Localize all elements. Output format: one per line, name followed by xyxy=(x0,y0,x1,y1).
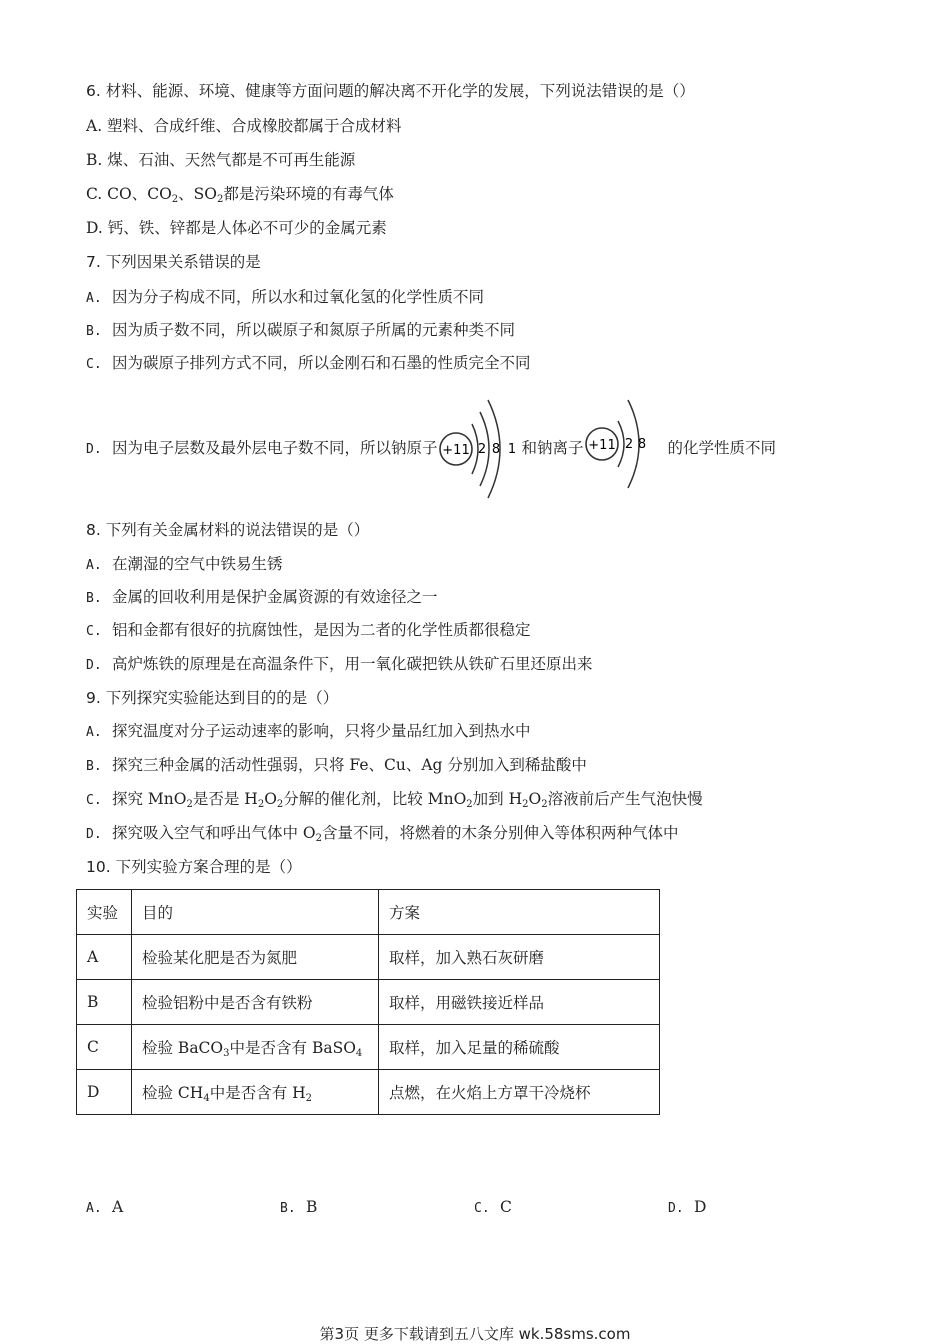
row-c-purpose-sub2: 4 xyxy=(355,1048,363,1059)
q6-stem xyxy=(86,81,695,101)
q10-answer-b-label: B. xyxy=(280,1201,296,1216)
table-row xyxy=(77,980,660,1025)
q10-answer-a-value: A xyxy=(112,1198,124,1216)
q7-c-text: 因为碳原子排列方式不同，所以金刚石和石墨的性质完全不同 xyxy=(112,354,531,372)
sodium-atom-shell-1-electrons: 2 xyxy=(477,442,486,457)
q10-answer-b-value: B xyxy=(306,1198,318,1216)
q9-d-part2: 含量不同，将燃着的木条分别伸入等体积两种气体中 xyxy=(322,824,679,842)
q8-a-label: A. xyxy=(86,558,102,573)
row-a-experiment: A xyxy=(77,935,132,980)
row-d-purpose-part2: 中是否含有 H xyxy=(209,1084,306,1102)
q8-option-b xyxy=(86,587,438,609)
q6-stem-text: 材料、能源、环境、健康等方面问题的解决离不开化学的发展，下列说法错误的是（） xyxy=(105,82,695,100)
sodium-atom-shell-3-electrons: 1 xyxy=(507,442,516,457)
sodium-ion-shell-1 xyxy=(618,421,624,467)
q7-stem xyxy=(86,252,261,272)
q8-c-text: 铝和金都有很好的抗腐蚀性，是因为二者的化学性质都很稳定 xyxy=(112,621,531,639)
q6-c-post: 都是污染环境的有毒气体 xyxy=(223,185,394,203)
q7-a-label: A. xyxy=(86,291,102,306)
q9-b-label: B. xyxy=(86,759,102,774)
q9-c-part4: 分解的催化剂，比较 MnO xyxy=(283,790,467,808)
row-d-experiment: D xyxy=(77,1070,132,1115)
row-c-purpose xyxy=(132,1025,379,1070)
sodium-ion-diagram xyxy=(584,394,656,504)
q9-stem xyxy=(86,688,338,708)
q10-stem-text: 下列实验方案合理的是（） xyxy=(115,858,302,876)
q8-c-label: C. xyxy=(86,624,102,639)
q9-c-sub4: 2 xyxy=(466,799,473,810)
q7-option-c xyxy=(86,353,531,375)
q9-number: 9. xyxy=(86,689,101,707)
q7-d-post: 的化学性质不同 xyxy=(667,439,777,457)
table-row xyxy=(77,1070,660,1115)
sodium-atom-diagram xyxy=(438,394,522,504)
q7-option-a xyxy=(86,287,484,309)
sodium-atom-nucleus-charge: +11 xyxy=(441,443,470,458)
q6-option-a: A. 塑料、合成纤维、合成橡胶都属于合成材料 xyxy=(86,117,402,135)
q10-answer-b xyxy=(280,1198,317,1216)
row-a-plan: 取样，加入熟石灰研磨 xyxy=(379,935,660,980)
sodium-atom-shell-2-electrons: 8 xyxy=(491,442,500,457)
q10-answer-a-label: A. xyxy=(86,1201,102,1216)
q7-option-d xyxy=(86,393,776,503)
q8-option-c xyxy=(86,620,531,642)
q10-answer-c xyxy=(474,1198,512,1216)
q10-stem xyxy=(86,857,302,877)
q8-stem xyxy=(86,520,369,540)
q9-option-d xyxy=(86,823,679,845)
q6-c-sub2: 2 xyxy=(217,194,224,205)
q9-c-sub1: 2 xyxy=(186,799,193,810)
row-a-purpose: 检验某化肥是否为氮肥 xyxy=(132,935,379,980)
q8-option-d xyxy=(86,654,593,676)
q9-b-text: 探究三种金属的活动性强弱，只将 Fe、Cu、Ag 分别加入到稀盐酸中 xyxy=(112,756,587,774)
q7-a-text: 因为分子构成不同，所以水和过氧化氢的化学性质不同 xyxy=(112,288,485,306)
q9-a-text: 探究温度对分子运动速率的影响，只将少量品红加入到热水中 xyxy=(112,722,531,740)
q9-c-sub5: 2 xyxy=(522,799,529,810)
q9-c-part5: 加到 H xyxy=(472,790,523,808)
q8-a-text: 在潮湿的空气中铁易生锈 xyxy=(112,555,283,573)
q8-d-text: 高炉炼铁的原理是在高温条件下，用一氧化碳把铁从铁矿石里还原出来 xyxy=(112,655,593,673)
q6-option-d: D. 钙、铁、锌都是人体必不可少的金属元素 xyxy=(86,219,387,237)
page-footer: 第3页 更多下载请到五八文库 wk.58sms.com xyxy=(319,1325,631,1343)
q9-c-part7: 溶液前后产生气泡快慢 xyxy=(547,790,703,808)
q10-answer-a xyxy=(86,1198,123,1216)
q9-c-part6: O xyxy=(528,790,542,808)
q9-a-label: A. xyxy=(86,725,102,740)
q8-option-a xyxy=(86,554,283,576)
row-d-purpose-part1: 检验 CH xyxy=(142,1084,204,1102)
q9-d-sub1: 2 xyxy=(315,833,323,844)
row-c-plan: 取样，加入足量的稀硫酸 xyxy=(379,1025,660,1070)
q8-d-label: D. xyxy=(86,658,102,673)
q10-answer-c-value: C xyxy=(500,1198,512,1216)
q9-stem-text: 下列探究实验能达到目的的是（） xyxy=(105,689,339,707)
q8-b-label: B. xyxy=(86,591,102,606)
q7-b-text: 因为质子数不同，所以碳原子和氮原子所属的元素种类不同 xyxy=(112,321,516,339)
q10-table xyxy=(76,889,660,1115)
table-row xyxy=(77,935,660,980)
q9-c-label: C. xyxy=(86,793,102,808)
row-b-experiment: B xyxy=(77,980,132,1025)
row-b-purpose: 检验铝粉中是否含有铁粉 xyxy=(132,980,379,1025)
q10-answer-c-label: C. xyxy=(474,1201,490,1216)
q6-option-b: B. 煤、石油、天然气都是不可再生能源 xyxy=(86,151,356,169)
q9-option-b xyxy=(86,755,587,777)
q9-d-part1: 探究吸入空气和呼出气体中 O xyxy=(112,824,316,842)
q7-d-mid: 和钠离子 xyxy=(521,439,584,457)
q10-answer-d-value: D xyxy=(694,1198,707,1216)
row-c-purpose-part1: 检验 BaCO xyxy=(142,1039,224,1057)
q9-c-sub2: 2 xyxy=(257,799,265,810)
q6-c-sub1: 2 xyxy=(171,194,179,205)
q9-c-sub6: 2 xyxy=(541,799,548,810)
row-c-purpose-sub1: 3 xyxy=(223,1048,230,1059)
q7-stem-text: 下列因果关系错误的是 xyxy=(105,253,261,271)
q6-c-pre: C. CO、CO xyxy=(86,185,172,203)
table-header-row xyxy=(77,890,660,935)
q9-c-part3: O xyxy=(264,790,277,808)
q7-number: 7. xyxy=(86,253,101,271)
q10-answer-d xyxy=(668,1198,706,1216)
q7-c-label: C. xyxy=(86,357,102,372)
row-d-purpose-sub1: 4 xyxy=(203,1093,210,1104)
q7-option-b xyxy=(86,320,515,342)
row-d-purpose-sub2: 2 xyxy=(305,1093,313,1104)
q10-answer-d-label: D. xyxy=(668,1201,684,1216)
header-purpose: 目的 xyxy=(132,890,379,935)
q9-c-part1: 探究 MnO xyxy=(112,790,187,808)
q9-d-label: D. xyxy=(86,827,102,842)
sodium-ion-nucleus-charge: +11 xyxy=(587,438,616,453)
q9-c-sub3: 2 xyxy=(276,799,284,810)
q7-d-pre: 因为电子层数及最外层电子数不同，所以钠原子 xyxy=(112,439,438,457)
q6-option-c xyxy=(86,184,394,204)
row-d-plan: 点燃，在火焰上方罩干冷烧杯 xyxy=(379,1070,660,1115)
q8-b-text: 金属的回收利用是保护金属资源的有效途径之一 xyxy=(112,588,438,606)
sodium-ion-shell-2-electrons: 8 xyxy=(637,437,646,452)
q9-option-c xyxy=(86,789,703,811)
row-b-plan: 取样，用磁铁接近样品 xyxy=(379,980,660,1025)
row-c-purpose-part2: 中是否含有 BaSO xyxy=(229,1039,356,1057)
header-plan: 方案 xyxy=(379,890,660,935)
q9-option-a xyxy=(86,721,531,743)
q8-stem-text: 下列有关金属材料的说法错误的是（） xyxy=(105,521,370,539)
q8-number: 8. xyxy=(86,521,101,539)
q10-number: 10. xyxy=(86,858,111,876)
q6-c-mid: 、SO xyxy=(178,185,217,203)
row-d-purpose xyxy=(132,1070,379,1115)
table-row xyxy=(77,1025,660,1070)
q9-c-part2: 是否是 H xyxy=(192,790,258,808)
sodium-ion-shell-1-electrons: 2 xyxy=(624,437,633,452)
q6-number: 6. xyxy=(86,82,101,100)
q7-d-label: D. xyxy=(86,442,102,457)
header-experiment: 实验 xyxy=(77,890,132,935)
q7-b-label: B. xyxy=(86,324,102,339)
row-c-experiment: C xyxy=(77,1025,132,1070)
